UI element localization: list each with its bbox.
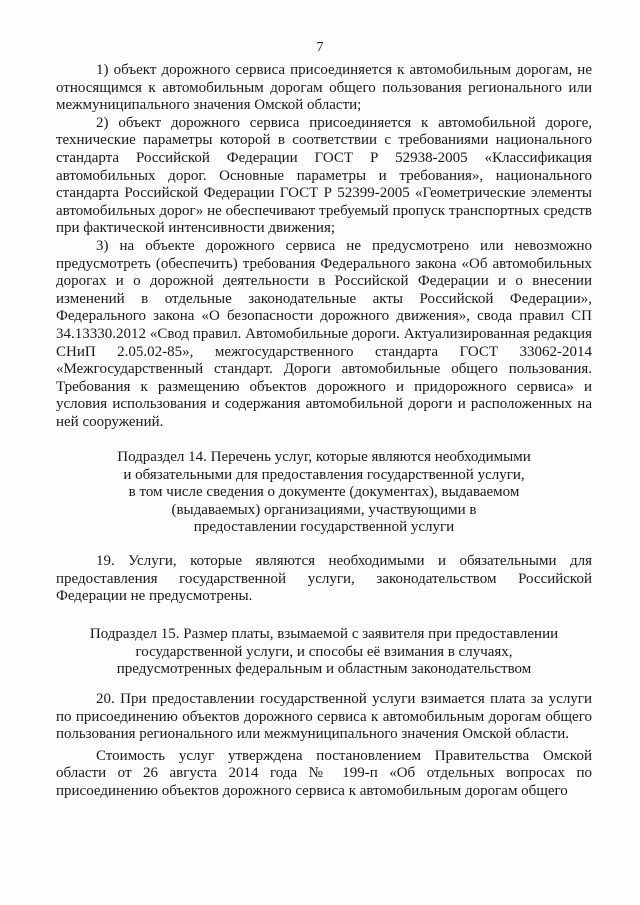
heading-line: в том числе сведения о документе (документах), выдаваемом <box>128 484 520 501</box>
list-item: 2) объект дорожного сервиса присоединяется к автомобильной дороге, технические параметры которой в соответствии с требованиями национального стандарта Российской Федерации ГОСТ Р 52938-2005 «Классификация автомобильных дорог. Основные параметры и требования», национального стандарта Российской Федерации ГОСТ Р 52399-2005 «Геометрические элементы автомобильных дорог» не обеспечивают требуемый пропуск транспортных средств при фактической интенсивности движения; <box>56 114 592 237</box>
conditions-list <box>56 62 592 431</box>
subsection-14-heading <box>56 449 592 537</box>
heading-line: и обязательными для предоставления государственной услуги, <box>123 466 525 483</box>
heading-line: государственной услуги, и способы её взимания в случаях, <box>135 643 513 660</box>
heading-line: предусмотренных федеральным и областным законодательством <box>116 661 532 678</box>
subsection-15-heading <box>56 626 592 679</box>
heading-line: Подраздел 15. Размер платы, взымаемой с заявителя при предоставлении <box>89 626 559 642</box>
paragraph-20: 20. При предоставлении государственной услуги взимается плата за услуги по присоединению объектов дорожного сервиса к автомобильным дорогам общего пользования регионального или межмуниципального значения Омской области. <box>56 691 592 743</box>
page-number: 7 <box>316 40 324 55</box>
paragraph-19-block <box>56 553 592 606</box>
paragraph-19: 19. Услуги, которые являются необходимыми и обязательными для предоставления государственной услуги, законодательством Российской Федерации не предусмотрены. <box>56 553 592 605</box>
heading-line: Подраздел 14. Перечень услуг, которые являются необходимыми <box>117 449 531 465</box>
paragraph-20-block <box>56 691 592 801</box>
heading-line: предоставлении государственной услуги <box>193 519 455 536</box>
heading-line: (выдаваемых) организациями, участвующими в <box>171 501 477 518</box>
paragraph-cost: Стоимость услуг утверждена постановлением Правительства Омской области от 26 августа 2014 года № 199-п «Об отдельных вопросах по присоединению объектов дорожного сервиса к автомобильным дорогам общего <box>56 747 592 799</box>
list-item: 3) на объекте дорожного сервиса не предусмотрено или невозможно предусмотреть (обеспечить) требования Федерального закона «Об автомобильных дорогах и о дорожной деятельности в Российской Федерации и о внесении изменений в отдельные законодательные акты Российской Федерации», Федерального закона «О безопасности дорожного движения», свода правил СП 34.13330.2012 «Свод правил. Автомобильные дороги. Актуализированная редакция СНиП 2.05.02-85», межгосударственного стандарта ГОСТ 33062-2014 «Межгосударственный стандарт. Дороги автомобильные общего пользования. Требования к размещению объектов дорожного и придорожного сервиса» и условия использования и содержания автомобильной дороги и расположенных на ней сооружений. <box>56 237 592 430</box>
list-item: 1) объект дорожного сервиса присоединяется к автомобильным дорогам, не относящимся к автомобильным дорогам общего пользования регионального или межмуниципального значения Омской области; <box>56 62 592 114</box>
